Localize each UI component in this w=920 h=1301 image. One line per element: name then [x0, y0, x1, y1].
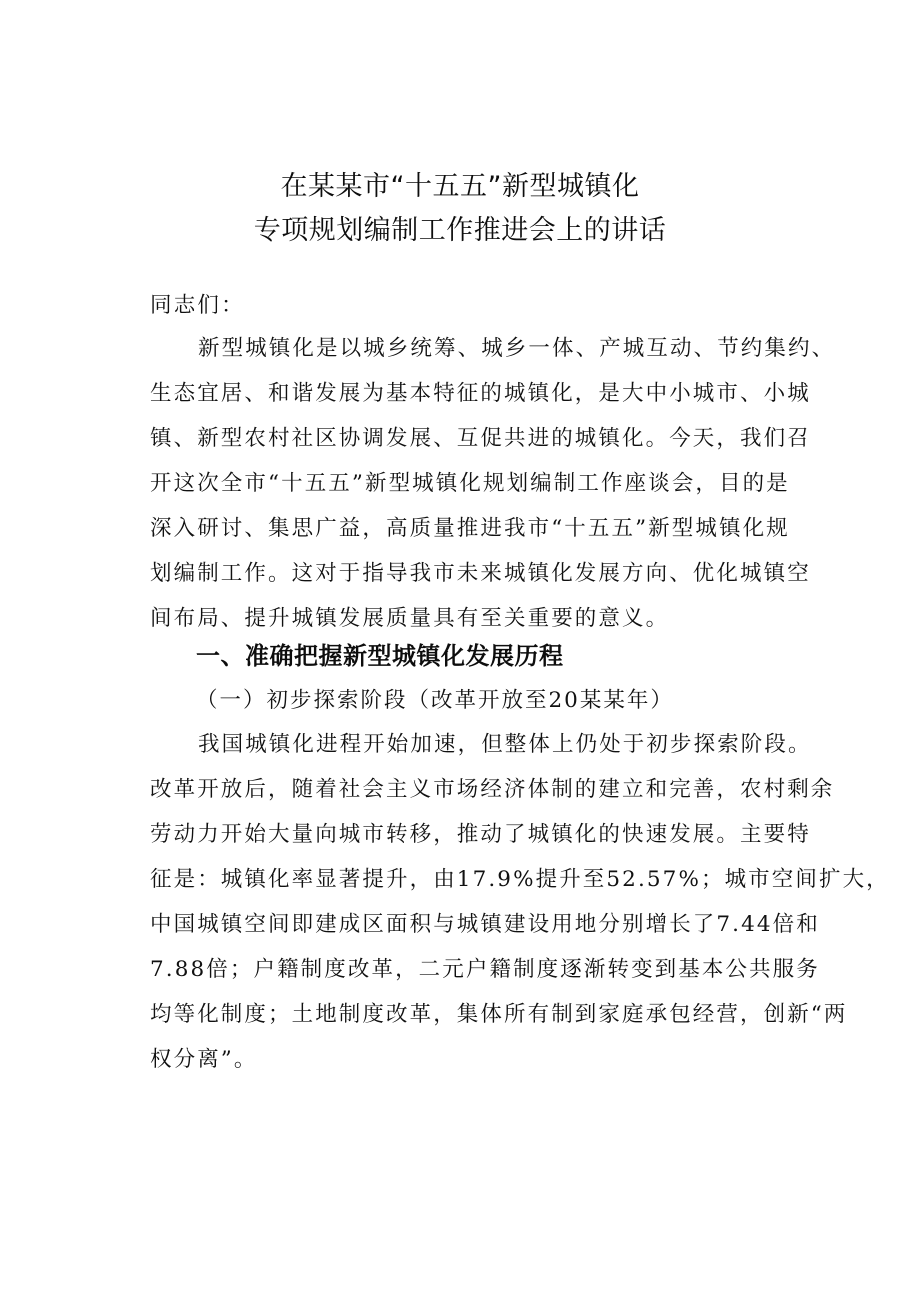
section-heading: 一、准确把握新型城镇化发展历程: [196, 642, 564, 670]
subsection-line: 中国城镇空间即建成区面积与城镇建设用地分别增长了7.44倍和: [150, 912, 820, 937]
intro-line: 间布局、提升城镇发展质量具有至关重要的意义。: [150, 606, 670, 631]
subsection-line: 征是：城镇化率显著提升，由17.9%提升至52.57%；城市空间扩大，: [150, 867, 890, 892]
subsection-heading: （一）初步探索阶段（改革开放至20某某年）: [196, 688, 674, 713]
intro-paragraph: [150, 326, 836, 641]
subsection-line: 权分离”。: [150, 1047, 258, 1072]
document-title-line-2: 专项规划编制工作推进会上的讲话: [253, 215, 667, 246]
subsection-line: 改革开放后，随着社会主义市场经济体制的建立和完善，农村剩余: [150, 777, 835, 802]
subsection-line: 均等化制度；土地制度改革，集体所有制到家庭承包经营，创新“两: [150, 1002, 848, 1027]
intro-line: 开这次全市“十五五”新型城镇化规划编制工作座谈会，目的是: [150, 471, 790, 496]
intro-line: 镇、新型农村社区协调发展、互促共进的城镇化。今天，我们召: [150, 426, 811, 451]
intro-line: 生态宜居、和谐发展为基本特征的城镇化，是大中小城市、小城: [150, 381, 811, 406]
subsection-line: 我国城镇化进程开始加速，但整体上仍处于初步探索阶段。: [198, 732, 812, 757]
salutation: 同志们：: [150, 293, 245, 318]
intro-line: 新型城镇化是以城乡统筹、城乡一体、产城互动、节约集约、: [198, 336, 836, 361]
intro-line: 深入研讨、集思广益，高质量推进我市“十五五”新型城镇化规: [150, 516, 790, 541]
intro-line: 划编制工作。这对于指导我市未来城镇化发展方向、优化城镇空: [150, 561, 811, 586]
subsection-line: 7.88倍；户籍制度改革，二元户籍制度逐渐转变到基本公共服务: [150, 957, 820, 982]
subsection-paragraph: [150, 722, 890, 1082]
subsection-line: 劳动力开始大量向城市转移，推动了城镇化的快速发展。主要特: [150, 822, 811, 847]
document-title-line-1: 在某某市“十五五”新型城镇化: [280, 171, 640, 202]
